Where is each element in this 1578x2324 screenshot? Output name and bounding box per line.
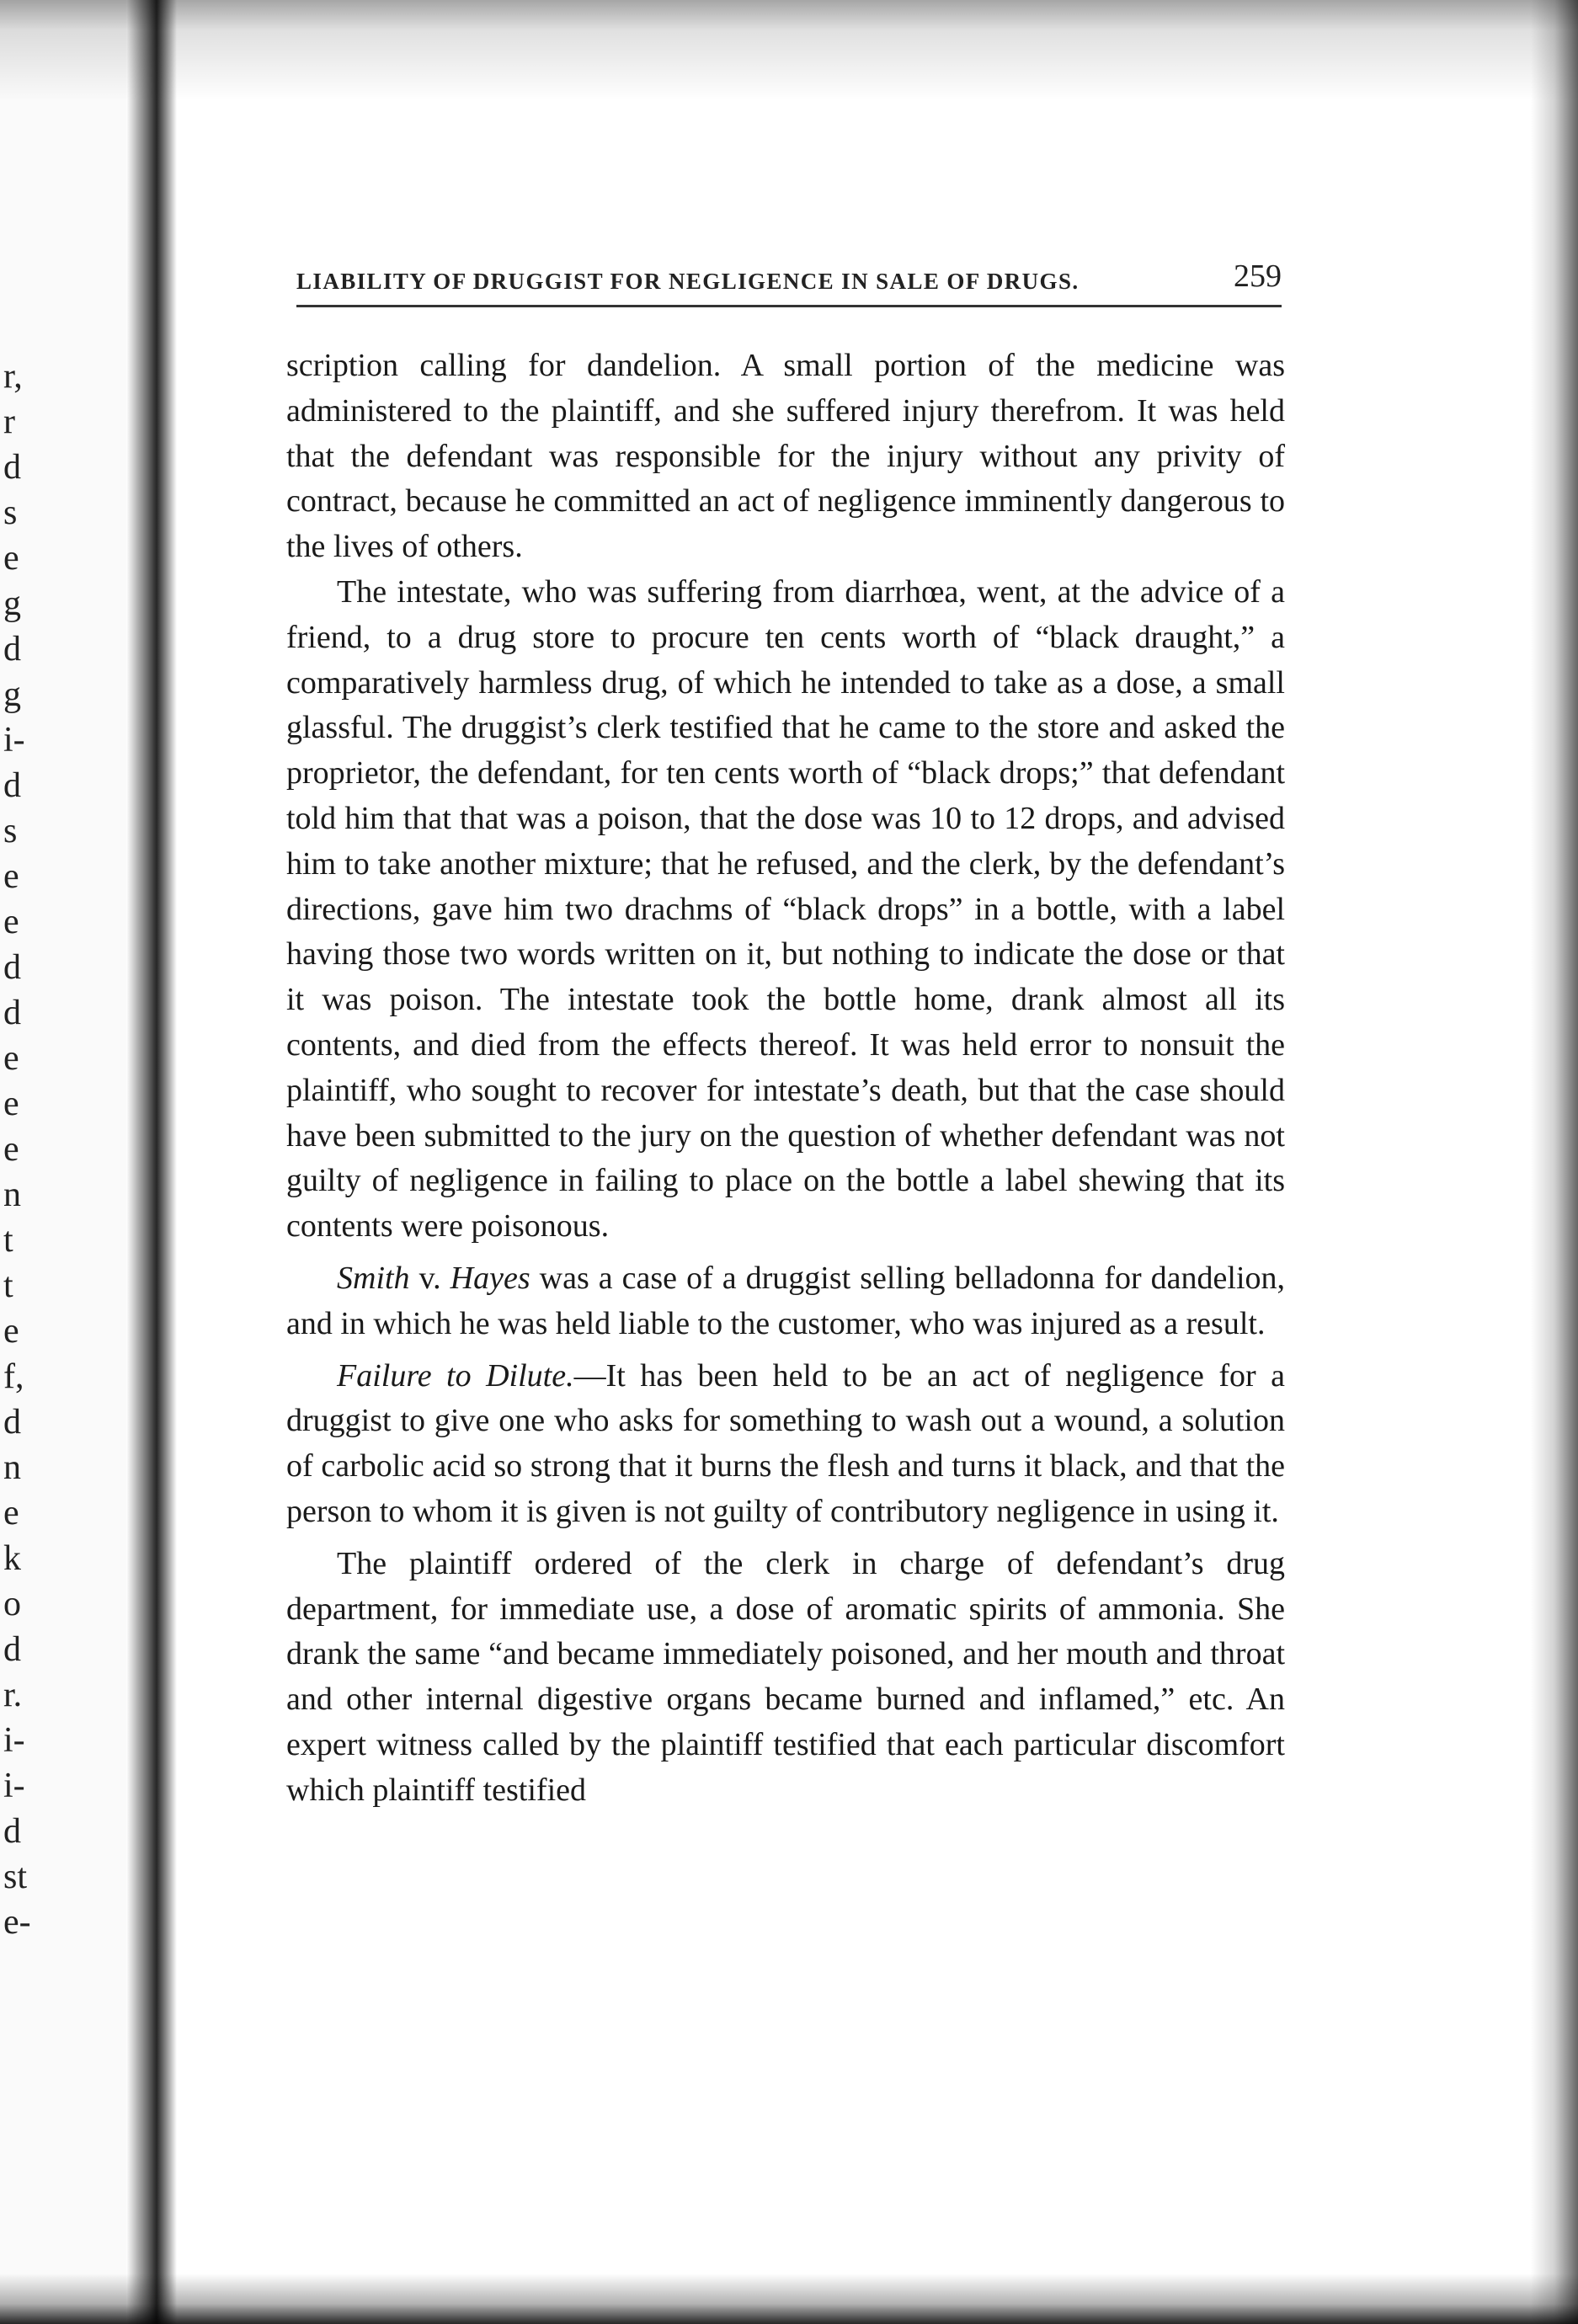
margin-fragment: o: [3, 1585, 21, 1623]
margin-fragment: e-: [3, 1903, 31, 1942]
paragraph-1: scription calling for dandelion. A small portion of the medicine was administered to the plaintiff, and she suffered injury therefrom. It was held that the defendant was responsible for the injury without any privity of contract, because he committed an act of negligence imminently dangerous to the lives of others.: [286, 348, 1285, 565]
binding-gutter: [126, 0, 177, 2324]
right-page-edge: [1531, 0, 1578, 2324]
paragraph-2: The intestate, who was suffering from diarrhœa, went, at the advice of a friend, to a drug store to procure ten cents worth of “black draught,” a comparatively harmless drug, of which he intended to take as a dose, a small glassful. The druggist’s clerk testified that he came to the store and asked the proprietor, the defendant, for ten cents worth of “black drops;” that defendant told him that that was a poison, that the dose was 10 to 12 drops, and advised him to take another mixture; that he refused, and the clerk, by the defendant’s directions, gave him two drachms of “black drops” in a bottle, with a label having those two words written on it, but nothing to indicate the dose or that it was poison. The intestate took the bottle home, drank almost all its contents, and died from the effects thereof. It was held error to nonsuit the plaintiff, who sought to recover for intestate’s death, but that the case should have been submitted to the jury on the question of whether defendant was not guilty of negligence in failing to place on the bottle a label shewing that its contents were poisonous.: [286, 573, 1285, 1245]
margin-fragment: k: [3, 1539, 21, 1578]
case-name-smith: Smith: [337, 1260, 410, 1296]
margin-fragment: st: [3, 1858, 28, 1896]
margin-fragment: s: [3, 812, 18, 850]
paragraph-5: The plaintiff ordered of the clerk in charge of defendant’s drug department, for immediate use, a dose of aromatic spirits of ammonia. She drank the same “and became immediately poisoned, and her mouth and throat and other internal digestive organs became burned and inflamed,” etc. An expert witness called by the plaintiff testified that each particular discomfort which plaintiff testified: [286, 1545, 1285, 1808]
paragraph-3: [286, 1256, 1285, 1347]
margin-fragment: f,: [3, 1357, 24, 1396]
margin-fragment: e: [3, 903, 19, 941]
margin-fragment: i-: [3, 721, 25, 760]
scan-shadow-top: [0, 0, 1578, 101]
margin-fragment: d: [3, 994, 21, 1032]
section-heading-failure-to-dilute: Failure to Dilute.: [337, 1357, 574, 1394]
page-number: 259: [1234, 259, 1282, 294]
margin-fragment: e: [3, 1494, 19, 1532]
margin-fragment: t: [3, 1266, 13, 1305]
margin-fragment: i-: [3, 1721, 25, 1760]
margin-fragment: i-: [3, 1767, 25, 1805]
margin-fragment: d: [3, 1630, 21, 1669]
header-rule: [296, 305, 1282, 307]
body-text: [286, 344, 1285, 1814]
margin-fragment: r,: [3, 357, 23, 396]
versus: v.: [409, 1260, 450, 1296]
margin-fragment: e: [3, 1312, 19, 1351]
running-header: [296, 244, 1282, 295]
margin-fragment: d: [3, 1403, 21, 1442]
margin-fragment: d: [3, 630, 21, 669]
margin-fragment: r: [3, 402, 15, 441]
margin-fragment: g: [3, 675, 21, 714]
margin-fragment: s: [3, 493, 18, 532]
margin-fragment: e: [3, 1085, 19, 1123]
paragraph-4-text: —It has been held to be an act of negligence for a druggist to give one who asks for something to wash out a wound, a solution of carbolic acid so strong that it burns the flesh and turns it black, and that the person to whom it is given is not guilty of contributory negligence in using it.: [286, 1357, 1285, 1529]
margin-fragment: n: [3, 1175, 21, 1214]
margin-fragment: e: [3, 539, 19, 578]
case-name-hayes: Hayes: [450, 1260, 530, 1296]
margin-fragment: e: [3, 1039, 19, 1078]
scan-shadow-bottom: [0, 2273, 1578, 2324]
margin-fragment: r.: [3, 1676, 23, 1714]
running-title: LIABILITY OF DRUGGIST FOR NEGLIGENCE IN SALE OF DRUGS.: [296, 269, 1080, 294]
paragraph-3-text: was a case of a druggist selling belladonna for dandelion, and in which he was held liable to the customer, who was injured as a result.: [286, 1260, 1285, 1341]
margin-fragment: t: [3, 1221, 13, 1260]
margin-fragment: d: [3, 766, 21, 805]
margin-fragment: e: [3, 857, 19, 896]
margin-fragment: n: [3, 1448, 21, 1487]
margin-fragment: d: [3, 948, 21, 987]
paragraph-4: [286, 1354, 1285, 1535]
margin-fragment: g: [3, 584, 21, 623]
margin-fragment: d: [3, 448, 21, 487]
facing-page-fragments: [3, 354, 37, 1945]
margin-fragment: d: [3, 1812, 21, 1851]
margin-fragment: e: [3, 1130, 19, 1169]
